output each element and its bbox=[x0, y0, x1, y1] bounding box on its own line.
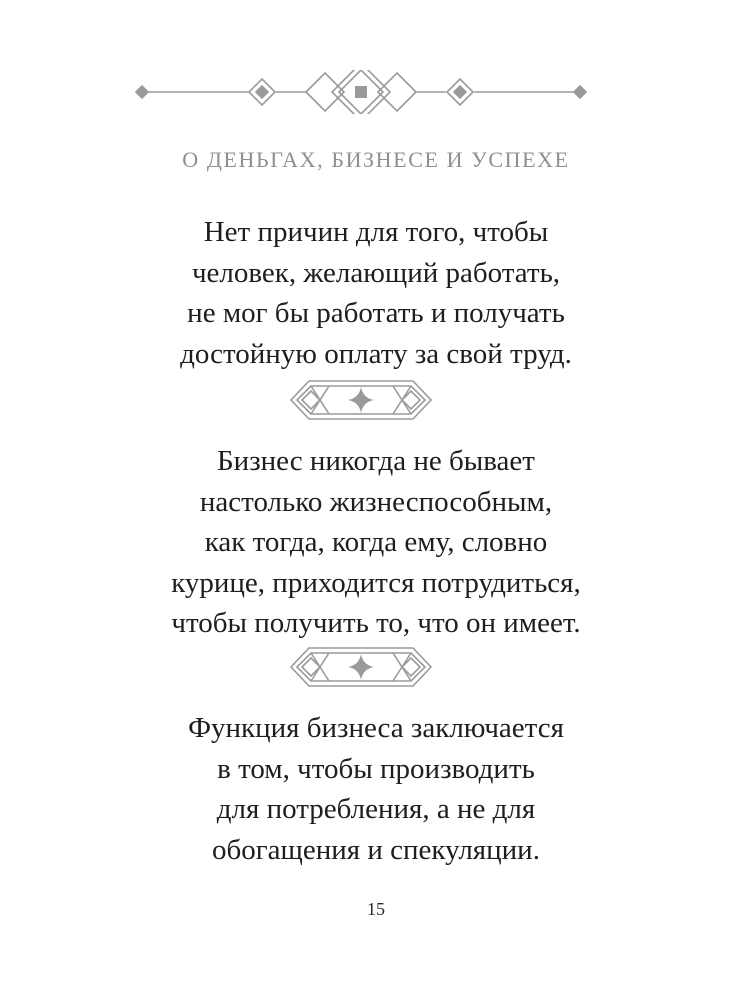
quote-3 bbox=[60, 708, 692, 870]
quote-line: достойную оплату за свой труд. bbox=[180, 337, 572, 370]
quote-line: Функция бизнеса заключается bbox=[188, 712, 564, 744]
header-ornament-icon bbox=[134, 70, 588, 114]
quote-line: в том, чтобы производить bbox=[217, 752, 535, 785]
diamond-star-divider-icon bbox=[289, 379, 433, 421]
quote-line: как тогда, когда ему, словно bbox=[204, 526, 548, 558]
quote-2 bbox=[60, 441, 692, 644]
quote-line: человек, желающий работать, bbox=[191, 256, 561, 289]
chapter-title: О ДЕНЬГАХ, БИЗНЕСЕ И УСПЕХЕ bbox=[182, 147, 570, 172]
quote-1 bbox=[60, 212, 692, 374]
quote-line: чтобы получить то, что он имеет. bbox=[171, 607, 581, 639]
quote-line: настолько жизнеспособным, bbox=[199, 485, 553, 518]
quote-line: Нет причин для того, чтобы bbox=[203, 216, 549, 248]
quote-line: обогащения и спекуляции. bbox=[212, 833, 540, 866]
quote-line: Бизнес никогда не бывает bbox=[217, 445, 535, 477]
quote-line: курице, приходится потрудиться, bbox=[171, 566, 581, 599]
quote-line: для потребления, а не для bbox=[216, 793, 536, 825]
page-number: 15 bbox=[367, 899, 385, 919]
quote-line: не мог бы работать и получать bbox=[187, 297, 565, 329]
diamond-star-divider-icon bbox=[289, 646, 433, 688]
